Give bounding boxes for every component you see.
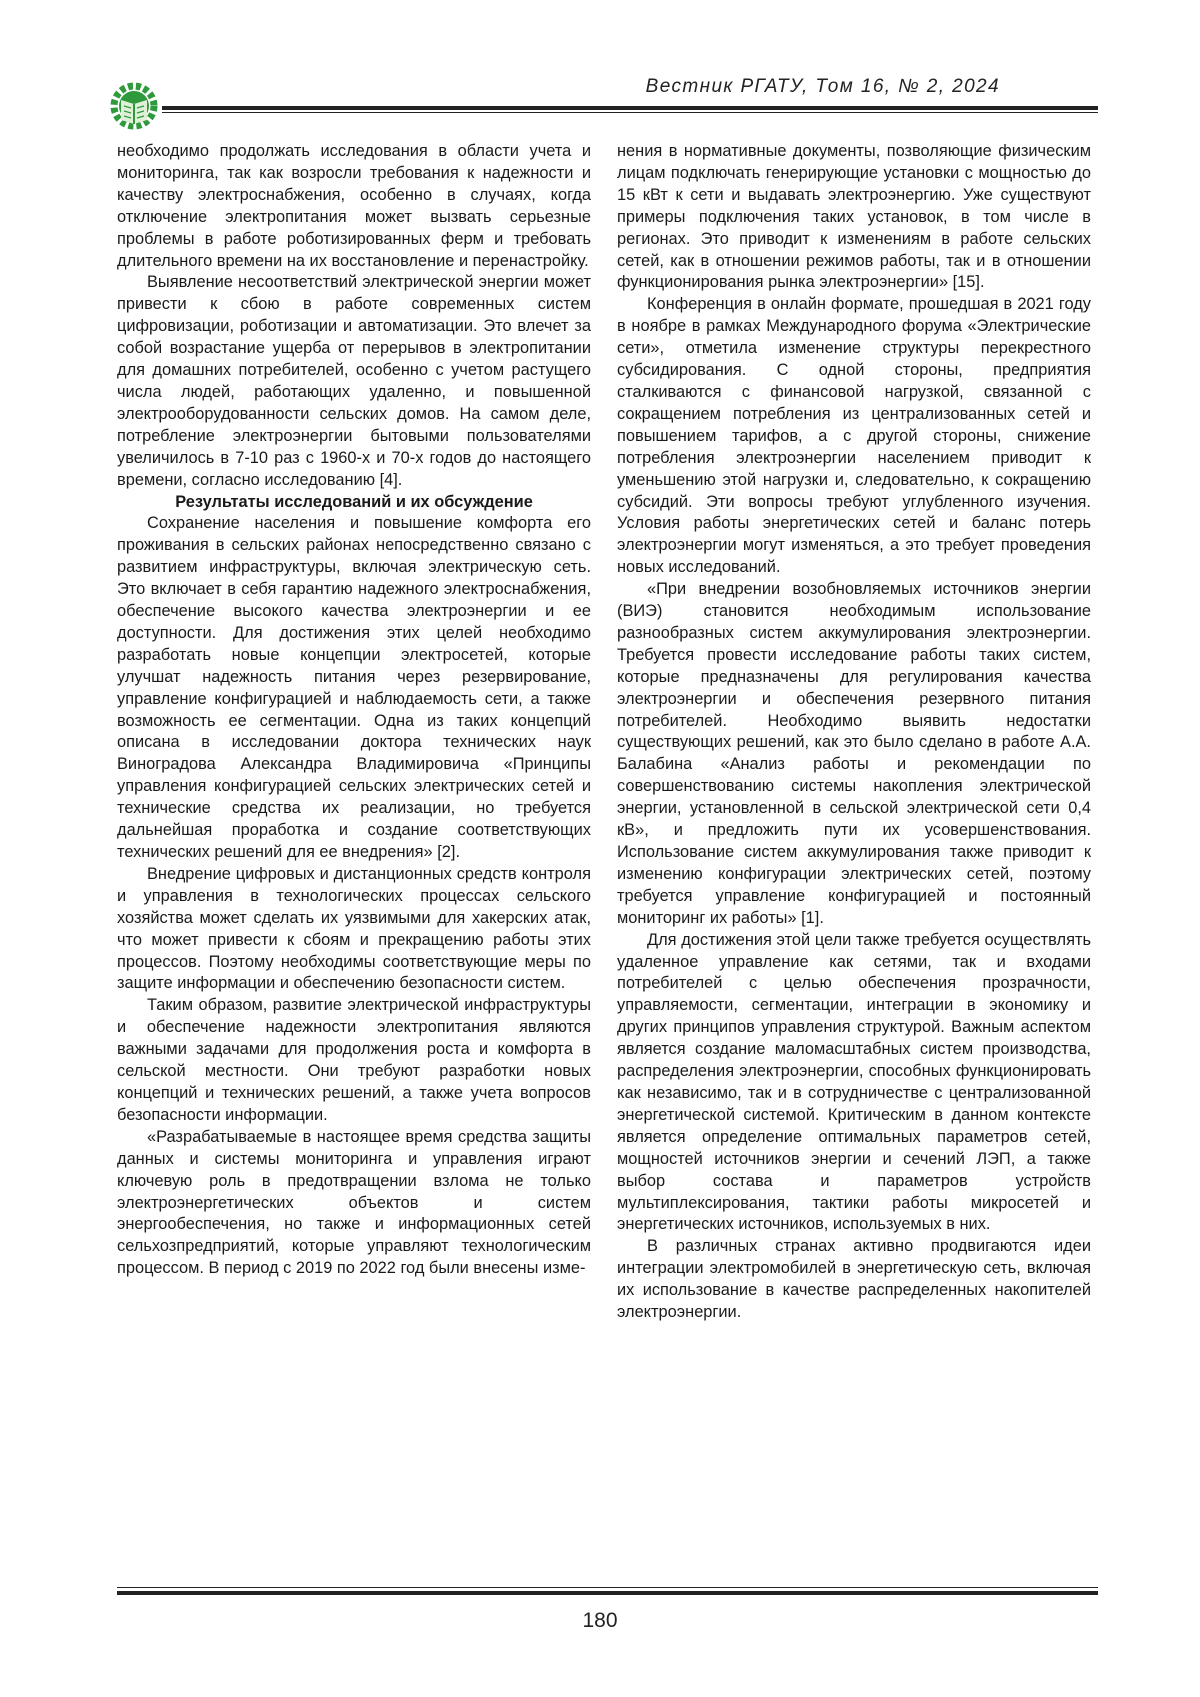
paragraph: Конференция в онлайн формате, прошедшая в 2021 году в ноябре в рамках Международного форума «Электрические сети», отметила изменение структуры перекрестного субсидирования. С одной стороны, предприятия сталкиваются с финансовой нагрузкой, связанной с сокращением потребления из централизованных сетей и повышением тарифов, а с другой стороны, снижение потребления электроэнергии населением приводит к уменьшению этой нагрузки и, следовательно, к сокращению субсидий. Эти вопросы требуют углубленного изучения. Условия работы энергетических сетей и баланс потерь электроэнергии могут изменяться, а это требует проведения новых исследований. — [617, 295, 1091, 577]
journal-logo-icon — [110, 80, 160, 132]
page-number: 180 — [582, 1609, 618, 1632]
paragraph: Для достижения этой цели также требуется осуществлять удаленное управление как сетями, так и входами потребителей с целью обеспечения прозрачности, управляемости, сегментации, интеграции в экономику и других принципов управления структурой. Важным аспектом является создание маломасштабных систем производства, распределения электроэнергии, способных функционировать как независимо, так и в сотрудничестве с централизованной энергетической системой. Критическим в данном контексте является определение оптимальных параметров сетей, мощностей источников энергии и сечений ЛЭП, а также выбор состава и параметров устройств мультиплексирования, тактики работы микросетей и энергетических источников, используемых в них. — [617, 930, 1091, 1234]
journal-title: Вестник РГАТУ, Том 16, № 2, 2024 — [645, 76, 1000, 97]
footer-rule-thick — [117, 1591, 1098, 1595]
left-column — [117, 141, 591, 1280]
paragraph: Внедрение цифровых и дистанционных средств контроля и управления в технологических процессах сельского хозяйства может сделать их уязвимыми для хакерских атак, что может привести к сбоям и прекращению работы этих процессов. Поэтому необходимы соответствующие меры по защите информации и обеспечению безопасности систем. — [117, 864, 591, 993]
right-column — [617, 141, 1091, 1324]
paragraph: «Разрабатываемые в настоящее время средства защиты данных и системы мониторинга и управления играют ключевую роль в предотвращении взлома не только электроэнергетических объектов и систем энергообеспечения, но также и информационных сетей сельхозпредприятий, которые управляют технологическим процессом. В период с 2019 по 2022 год были внесены изме- — [117, 1127, 591, 1278]
paragraph: нения в нормативные документы, позволяющие физическим лицам подключать генерирующие установки с мощностью до 15 кВт к сети и выдавать электроэнергию. Уже существуют примеры подключения таких установок, в том числе в регионах. Это приводит к изменениям в работе сельских сетей, как в отношении режимов работы, так и в отношении функционирования рынка электроэнергии» [15]. — [617, 142, 1091, 292]
header-rule-thin — [162, 112, 1098, 113]
paragraph: «При внедрении возобновляемых источников энергии (ВИЭ) становится необходимым использование разнообразных систем аккумулирования электроэнергии. Требуется провести исследование работы таких систем, которые предназначены для регулирования качества электроэнергии и обеспечения резервного питания потребителей. Необходимо выявить недостатки существующих решений, как это было сделано в работе А.А. Балабина «Анализ работы и рекомендации по совершенствованию системы накопления электрической энергии, установленной в сельской электрической сети 0,4 кВ», и предложить пути их усовершенствования. Использование систем аккумулирования также приводит к изменению конфигурации электрических сетей, поэтому требуется управление конфигурацией и постоянный мониторинг их работы» [1]. — [617, 580, 1091, 927]
paragraph: Таким образом, развитие электрической инфраструктуры и обеспечение надежности электропитания являются важными задачами для продолжения роста и комфорта в сельской местности. Они требуют разработки новых концепций и технических решений, а также учета вопросов безопасности информации. — [117, 996, 591, 1124]
paragraph: Выявление несоответствий электрической энергии может привести к сбою в работе современных систем цифровизации, роботизации и автоматизации. Это влечет за собой возрастание ущерба от перерывов в электропитании для домашних потребителей, особенно с учетом растущего числа людей, работающих удаленно, и повышенной электрооборудованности сельских домов. На самом деле, потребление электроэнергии бытовыми пользователями увеличилось в 7-10 раз с 1960-х и 70-х годов до настоящего времени, согласно исследованию [4]. — [117, 273, 591, 489]
paragraph: Сохранение населения и повышение комфорта его проживания в сельских районах непосредственно связано с развитием инфраструктуры, включая электрическую сеть. Это включает в себя гарантию надежного электроснабжения, обеспечение высокого качества электроэнергии и ее доступности. Для достижения этих целей необходимо разработать новые концепции электросетей, которые улучшат надежность питания через резервирование, управление конфигурацией и наблюдаемость сети, а также возможность ее сегментации. Одна из таких концепций описана в исследовании доктора технических наук Виноградова Александра Владимировича «Принципы управления конфигурацией сельских электрических сетей и технические средства их реализации, но требуется дальнейшая проработка и создание соответствующих технических решений для ее внедрения» [2]. — [117, 514, 591, 861]
section-heading: Результаты исследований и их обсуждение — [175, 492, 533, 511]
header-rule-thick — [162, 106, 1098, 110]
paragraph: В различных странах активно продвигаются идеи интеграции электромобилей в энергетическую сеть, включая их использование в качестве распределенных накопителей электроэнергии. — [617, 1237, 1091, 1322]
footer-rule-thin — [117, 1587, 1098, 1588]
paragraph: необходимо продолжать исследования в области учета и мониторинга, так как возросли требования к надежности и качеству электроснабжения, особенно в случаях, когда отключение электропитания может вызвать серьезные проблемы в работе роботизированных ферм и требовать длительного времени на их восстановление и перенастройку. — [117, 142, 591, 270]
